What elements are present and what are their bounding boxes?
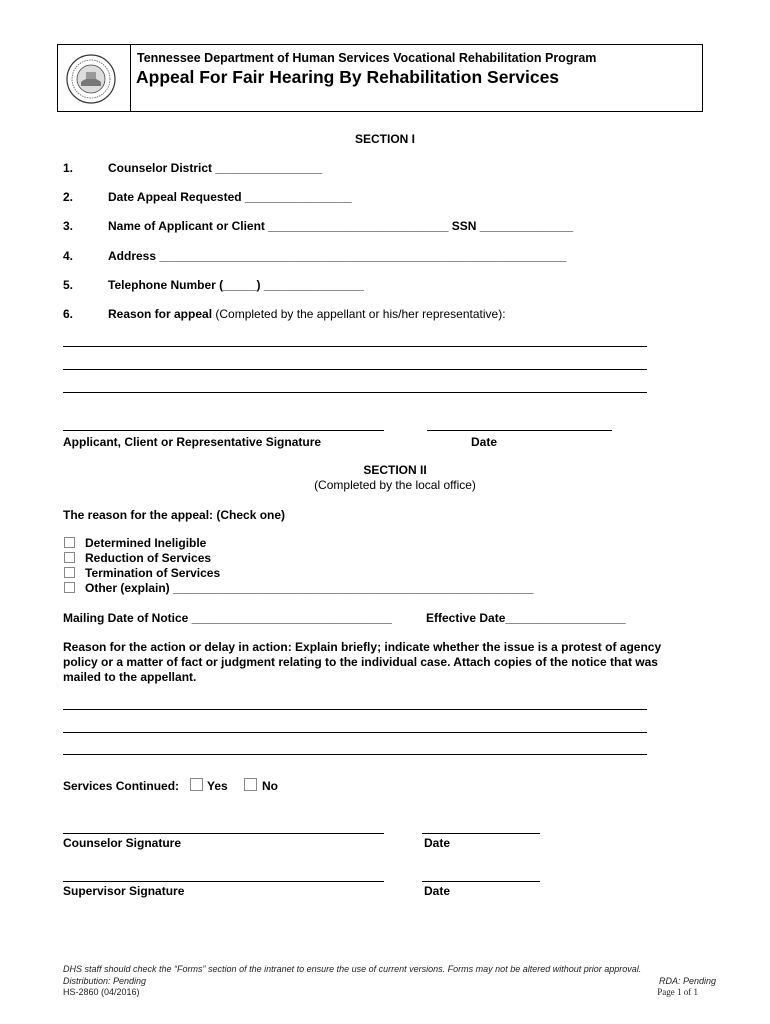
item-4-number: 4. [63, 249, 74, 263]
header-divider [130, 45, 131, 111]
option-termination-of-services: Termination of Services [85, 566, 221, 580]
counselor-date-label: Date [424, 836, 451, 850]
explain-line-2: policy or a matter of fact or judgment relating to the individual case. Attach copies of the notice that was [63, 655, 658, 669]
item-3-number: 3. [63, 219, 74, 233]
counselor-date-line[interactable] [422, 833, 540, 834]
reason-prompt: The reason for the appeal: (Check one) [63, 508, 286, 522]
explain-line-3: mailed to the appellant. [63, 670, 197, 684]
date-appeal-field[interactable]: Date Appeal Requested ________________ [108, 190, 352, 204]
footer-distribution: Distribution: Pending [63, 976, 147, 986]
supervisor-signature-label: Supervisor Signature [63, 884, 185, 898]
applicant-signature-label: Applicant, Client or Representative Signature [63, 435, 322, 449]
form-header [57, 44, 703, 112]
applicant-date-line[interactable] [427, 430, 612, 431]
applicant-date-label: Date [471, 435, 498, 449]
checkbox-reduction-of-services[interactable] [64, 552, 75, 563]
reason-line-3[interactable] [63, 392, 647, 393]
applicant-name-ssn-field[interactable]: Name of Applicant or Client ___________________________ SSN ______________ [108, 219, 574, 233]
supervisor-signature-line[interactable] [63, 881, 384, 882]
org-name: Tennessee Department of Human Services Vocational Rehabilitation Program [137, 51, 597, 65]
telephone-field[interactable]: Telephone Number (_____) _______________ [108, 278, 364, 292]
effective-date-field[interactable]: Effective Date__________________ [426, 611, 626, 625]
item-2-number: 2. [63, 190, 74, 204]
footer-form-id: HS-2860 (04/2016) [63, 987, 140, 997]
checkbox-other[interactable] [64, 582, 75, 593]
explain-line-1: Reason for the action or delay in action: Explain briefly; indicate whether the issue is a protest of agency [63, 640, 662, 654]
mailing-date-field[interactable]: Mailing Date of Notice ______________________________ [63, 611, 392, 625]
applicant-signature-line[interactable] [63, 430, 384, 431]
services-continued-label: Services Continued: [63, 779, 180, 793]
reason-label: Reason for appeal [108, 307, 213, 321]
section-2-heading: SECTION II [363, 463, 427, 477]
item-1-number: 1. [63, 161, 74, 175]
footer-rda: RDA: Pending [658, 976, 716, 986]
reason-line-2[interactable] [63, 369, 647, 370]
form-title: Appeal For Fair Hearing By Rehabilitation Services [136, 67, 560, 87]
counselor-signature-line[interactable] [63, 833, 384, 834]
reason-for-appeal-label [108, 307, 506, 321]
explanation-line-3[interactable] [63, 754, 647, 755]
item-6-number: 6. [63, 307, 74, 321]
item-5-number: 5. [63, 278, 74, 292]
address-field[interactable]: Address _____________________________________________________________ [108, 249, 567, 263]
supervisor-date-label: Date [424, 884, 451, 898]
state-seal-icon [66, 54, 116, 104]
checkbox-determined-ineligible[interactable] [64, 537, 75, 548]
checkbox-services-no[interactable] [244, 778, 257, 791]
section-2-subheading: (Completed by the local office) [314, 478, 476, 492]
explanation-line-1[interactable] [63, 709, 647, 710]
counselor-signature-label: Counselor Signature [63, 836, 182, 850]
services-no-label: No [262, 779, 278, 793]
services-yes-label: Yes [207, 779, 228, 793]
footer-note: DHS staff should check the “Forms” section of the intranet to ensure the use of current versions. Forms may not be altered without prior approval. [63, 964, 642, 974]
checkbox-termination-of-services[interactable] [64, 567, 75, 578]
reason-line-1[interactable] [63, 346, 647, 347]
checkbox-services-yes[interactable] [190, 778, 203, 791]
reason-note: (Completed by the appellant or his/her representative): [212, 307, 506, 321]
explanation-line-2[interactable] [63, 732, 647, 733]
supervisor-date-line[interactable] [422, 881, 540, 882]
footer-page: Page 1 of 1 [657, 987, 698, 997]
option-reduction-of-services: Reduction of Services [85, 551, 212, 565]
option-determined-ineligible: Determined Ineligible [85, 536, 207, 550]
option-other: Other (explain) ______________________________________________________ [85, 581, 534, 595]
counselor-district-field[interactable]: Counselor District ________________ [108, 161, 323, 175]
section-1-heading: SECTION I [354, 132, 415, 146]
